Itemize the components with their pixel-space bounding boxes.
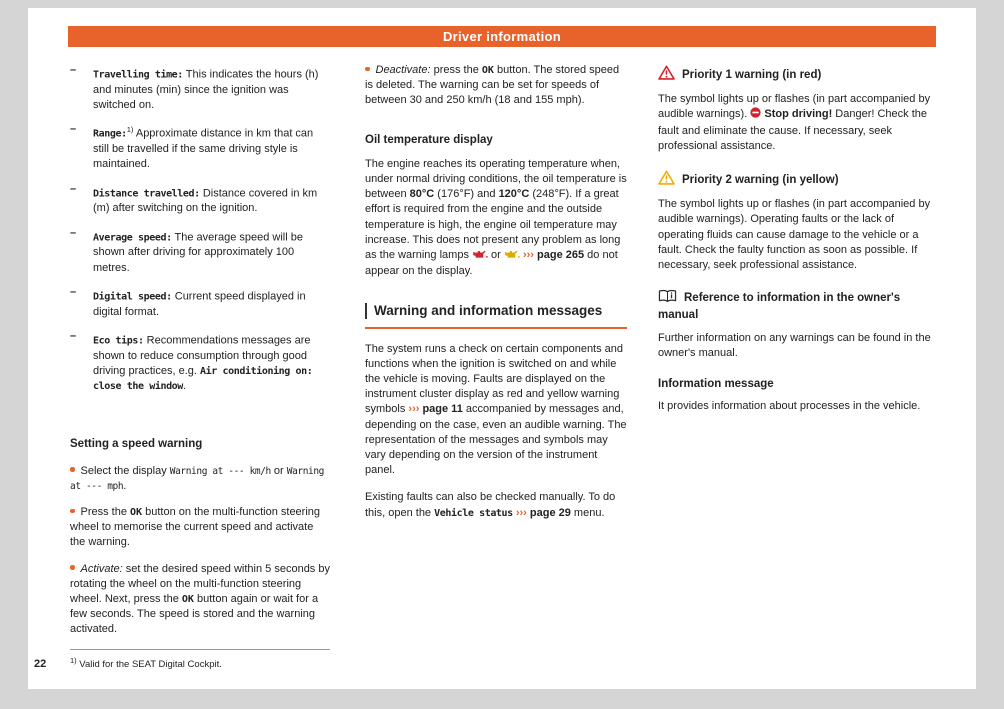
cross-ref-page: page 265 xyxy=(537,249,585,262)
menu-name: Vehicle status xyxy=(434,507,513,519)
information-message-heading: Information message xyxy=(658,378,774,391)
priority2-paragraph: The symbol lights up or flashes (in part accompanied by audible warnings). Operating faults or the lack of operating fluids can cause damage to the vehicle or a fault. Check the faulty function as soon as possible. If necessary, seek professional assistance. xyxy=(658,198,931,272)
display-text: Warning at --- km/h xyxy=(169,465,271,477)
text-run: Press the xyxy=(80,506,131,518)
warning-messages-section-heading xyxy=(365,303,627,328)
text-run: button again or wait for a few seconds. The speed is stored and the warning activated. xyxy=(70,593,319,636)
information-message-paragraph: It provides information about processes in the vehicle. xyxy=(658,400,921,413)
section-heading-text: Warning and information messages xyxy=(365,303,602,319)
term-label: Average speed: xyxy=(93,232,172,244)
term-label: Digital speed: xyxy=(93,291,172,303)
oil-temperature-heading: Oil temperature display xyxy=(365,133,493,146)
text-run: accompanied by messages and, depending on the case, even an audible warning. The representation of the messages and symbols may vary depending on the version of the instrument panel. xyxy=(365,403,627,477)
text-run: do not appear on the display. xyxy=(365,249,618,278)
ok-button-glyph: OK xyxy=(130,507,143,518)
text-run: set the desired speed within 5 seconds by rotating the wheel on the multi-function steering wheel. Next, press the xyxy=(70,562,330,606)
manual-page xyxy=(28,8,976,689)
item-text: Distance covered in km (m) after switching on the ignition. xyxy=(93,187,318,215)
item-text: Approximate distance in km that can still be travelled if the same driving style is maintained. xyxy=(93,127,314,171)
text-run: (176°F) and xyxy=(434,188,499,201)
bullet-icon xyxy=(70,467,75,472)
priority2-heading xyxy=(658,170,935,190)
column-3 xyxy=(658,63,935,665)
item-tail: . xyxy=(182,380,186,393)
footnote-marker: 1) xyxy=(70,655,77,665)
bullet-item xyxy=(70,464,330,494)
text-run: . xyxy=(123,479,127,492)
list-item xyxy=(70,285,330,320)
priority1-heading xyxy=(658,65,935,85)
ok-button-glyph: OK xyxy=(181,594,194,606)
page-content xyxy=(70,63,938,670)
stop-driving-icon xyxy=(750,107,761,123)
dash-marker: – xyxy=(70,329,77,342)
bullet-item xyxy=(70,562,330,638)
bullet-icon xyxy=(70,565,75,570)
text-run: The system runs a check on certain components and functions when the ignition is switched on and while the vehicle is moving. Faults are displayed on the instrument cluster display as red and yellow warning symbols xyxy=(365,342,624,416)
term-inline: Air conditioning on: close the window xyxy=(93,365,313,393)
bullet-icon xyxy=(365,67,370,72)
dash-marker: – xyxy=(70,285,77,298)
cross-ref-arrows: ››› xyxy=(512,506,530,519)
text-run: or xyxy=(270,464,287,477)
text-run: button on the multi-function steering wheel to memorise the current speed and activate the warning. xyxy=(70,506,321,549)
text-run: press the xyxy=(430,64,482,76)
bold-value: 120°C xyxy=(498,188,530,201)
heading-text: Reference to information in the owner's manual xyxy=(658,292,901,322)
bold-value: 80°C xyxy=(409,188,435,201)
italic-lead: Activate: xyxy=(80,562,123,575)
speed-warning-heading: Setting a speed warning xyxy=(70,438,203,451)
display-text: Warning at --- mph xyxy=(70,465,325,492)
priority1-paragraph xyxy=(658,92,935,154)
italic-lead: Deactivate: xyxy=(375,64,431,76)
oil-temperature-paragraph xyxy=(365,157,627,280)
section-header-bar xyxy=(68,26,936,47)
open-book-info-icon xyxy=(658,289,677,308)
dash-marker: – xyxy=(70,182,77,195)
oil-pressure-lamp-icon xyxy=(472,249,488,264)
text-run: The engine reaches its operating temperature when, under normal driving conditions, the oil temperature is between xyxy=(365,157,627,201)
column-1 xyxy=(70,63,330,670)
dash-marker: – xyxy=(70,226,77,239)
dash-marker: – xyxy=(70,64,77,76)
term-label: Range: xyxy=(93,128,127,140)
bullet-icon xyxy=(70,509,75,514)
section-header-title: Driver information xyxy=(442,29,562,44)
text-run: Select the display xyxy=(80,464,170,477)
footnote-text: Valid for the SEAT Digital Cockpit. xyxy=(76,658,222,670)
manual-reference-heading xyxy=(658,289,935,323)
list-item xyxy=(70,63,330,113)
text-run: Existing faults can also be checked manually. To do this, open the xyxy=(365,491,616,519)
item-text: This indicates the hours (h) and minutes (min) since the ignition was switched on. xyxy=(93,68,319,112)
ok-button-glyph: OK xyxy=(481,65,494,76)
list-item xyxy=(70,329,330,394)
oil-level-lamp-icon xyxy=(504,249,520,264)
text-run: menu. xyxy=(570,506,605,519)
warning-triangle-yellow-icon xyxy=(658,170,675,190)
cross-ref-page: page 29 xyxy=(529,506,571,519)
cross-ref-page: page 11 xyxy=(422,403,463,416)
bold-warning: Stop driving! xyxy=(761,108,833,121)
cross-ref-arrows: ››› xyxy=(519,249,538,262)
item-text: Recommendations messages are shown to reduce consumption through good driving practices, e.g. xyxy=(93,334,311,377)
text-run: Danger! Check the fault and eliminate the cause. If necessary, seek professional assistance. xyxy=(658,108,928,152)
list-item xyxy=(70,122,330,172)
heading-text: Priority 1 warning (in red) xyxy=(682,69,822,81)
page-number: 22 xyxy=(34,658,47,670)
heading-text: Priority 2 warning (in yellow) xyxy=(682,174,839,187)
bullet-item xyxy=(70,505,330,551)
term-label: Distance travelled: xyxy=(93,188,200,200)
cross-ref-arrows: ››› xyxy=(405,403,423,416)
column-2 xyxy=(365,63,627,665)
warning-messages-paragraph xyxy=(365,342,627,479)
manual-reference-paragraph: Further information on any warnings can be found in the owner's manual. xyxy=(658,331,931,359)
text-run: button. The stored speed is deleted. The warning can be set for speeds of between 30 and 250 km/h (18 and 155 mph). xyxy=(365,64,620,107)
bullet-item xyxy=(365,63,627,109)
term-label: Travelling time: xyxy=(93,69,183,81)
text-run: (248°F). If a great effort is required from the engine and the outside temperature is high, the engine oil temperature may increase. This does not present any problem as long as the warning lamps xyxy=(365,188,621,262)
footnote xyxy=(70,649,330,671)
list-item xyxy=(70,226,330,276)
term-label: Eco tips: xyxy=(93,335,144,347)
item-text: The average speed will be shown after driving for approximately 100 metres. xyxy=(93,231,303,274)
dash-marker: – xyxy=(70,123,77,136)
item-text: Current speed displayed in digital format. xyxy=(93,290,306,318)
list-item xyxy=(70,182,330,217)
footnote-ref: 1) xyxy=(126,125,134,135)
existing-faults-paragraph xyxy=(365,490,627,520)
warning-triangle-red-icon xyxy=(658,65,675,85)
text-run: The symbol lights up or flashes (in part accompanied by audible warnings). xyxy=(658,93,931,121)
text-run: or xyxy=(488,249,504,262)
